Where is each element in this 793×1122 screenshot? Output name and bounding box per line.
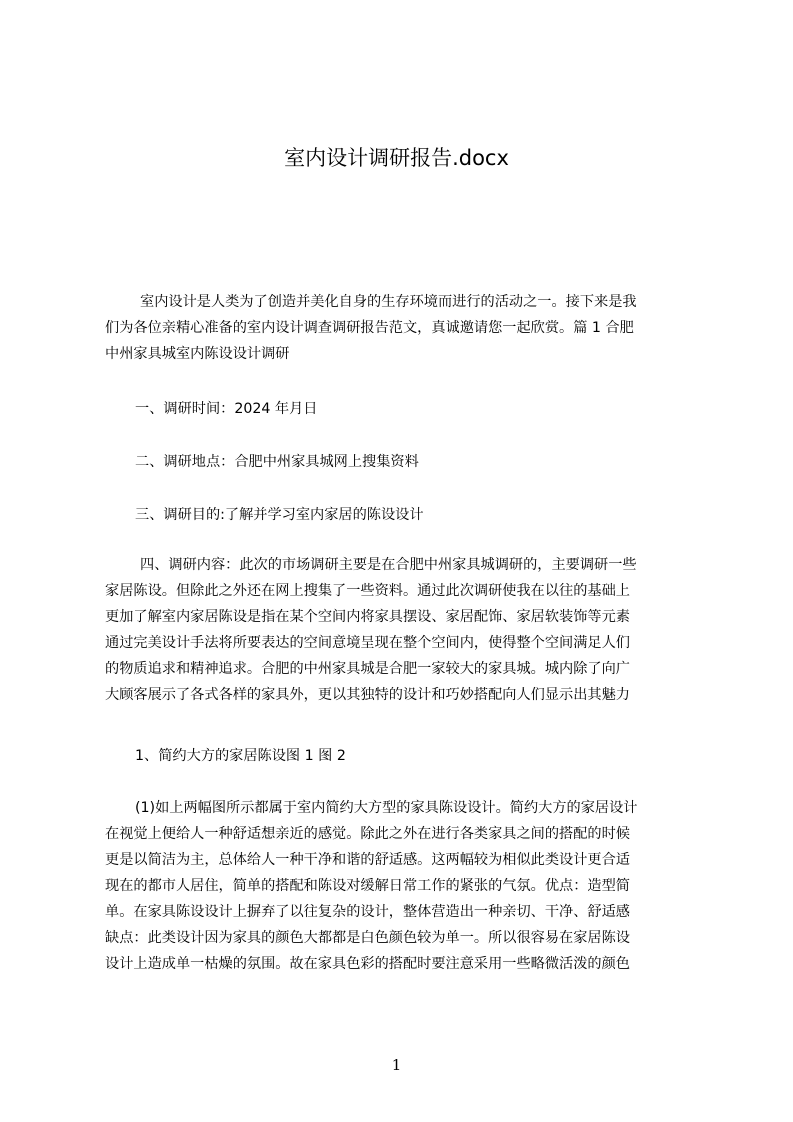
para1-line-7: 设计上造成单一枯燥的氛围。故在家具色彩的搭配时要注意采用一些略微活泼的颜色 [105,956,630,972]
para1-line-5: 单。在家具陈设设计上摒弃了以往复杂的设计，整体营造出一种亲切、干净、舒适感 [105,904,630,920]
intro-line-1: 室内设计是人类为了创造并美化自身的生存环境而进行的活动之一。接下来是我 [140,294,637,310]
intro-line-3: 中州家具城室内陈设设计调研 [105,346,290,362]
para1-line-3: 更是以简洁为主，总体给人一种干净和谐的舒适感。这两幅较为相似此类设计更合适 [105,852,630,868]
research-content-paragraph [105,552,697,708]
para1-line-2: 在视觉上便给人一种舒适想亲近的感觉。除此之外在进行各类家具之间的搭配的时候 [105,826,630,842]
content-line-5: 的物质追求和精神追求。合肥的中州家具城是合肥一家较大的家具城。城内除了向广 [105,661,630,677]
section-heading-simple-style: 1、简约大方的家居陈设图 1 图 2 [135,748,346,764]
intro-paragraph [105,289,697,367]
intro-line-2: 们为各位亲精心准备的室内设计调查调研报告范文，真诚邀请您一起欣赏。篇 1 合肥 [105,320,634,336]
document-title: 室内设计调研报告.docx [284,146,509,170]
para1-line-6: 缺点：此类设计因为家具的颜色大都都是白色颜色较为单一。所以很容易在家居陈设 [105,930,630,946]
simple-style-paragraph [105,795,697,977]
content-line-6: 大顾客展示了各式各样的家具外，更以其独特的设计和巧妙搭配向人们显示出其魅力 [105,687,630,703]
content-line-1: 四、调研内容：此次的市场调研主要是在合肥中州家具城调研的，主要调研一些 [140,557,637,573]
item-research-location: 二、调研地点：合肥中州家具城网上搜集资料 [135,454,419,470]
item-research-time: 一、调研时间：2024 年月日 [135,401,318,417]
content-line-2: 家居陈设。但除此之外还在网上搜集了一些资料。通过此次调研使我在以往的基础上 [105,583,630,599]
page-number: 1 [391,1056,402,1074]
item-research-purpose: 三、调研目的:了解并学习室内家居的陈设设计 [135,507,424,523]
content-line-3: 更加了解室内家居陈设是指在某个空间内将家具摆设、家居配饰、家居软装饰等元素 [105,609,630,625]
para1-line-4: 现在的都市人居住，简单的搭配和陈设对缓解日常工作的紧张的气氛。优点：造型简 [105,878,630,894]
content-line-4: 通过完美设计手法将所要表达的空间意境呈现在整个空间内，使得整个空间满足人们 [105,635,630,651]
para1-line-1: (1)如上两幅图所示都属于室内简约大方型的家具陈设设计。简约大方的家居设计 [135,800,638,816]
